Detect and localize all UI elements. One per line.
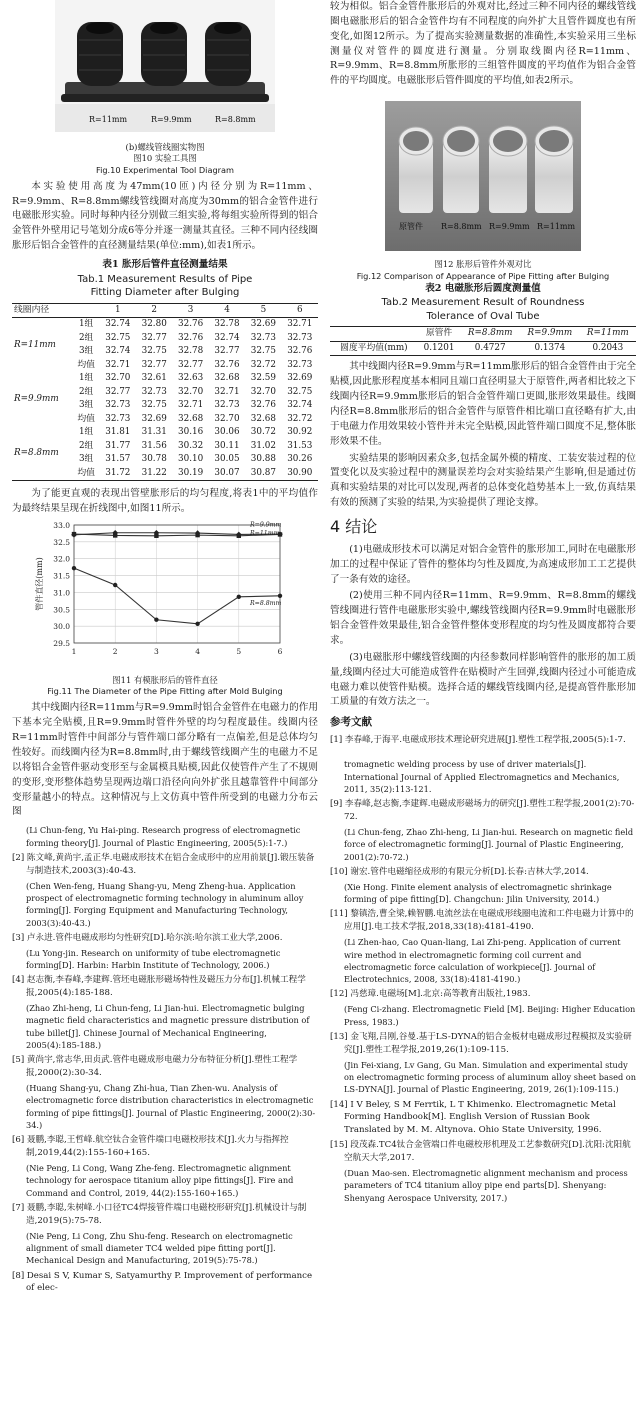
reference-en: (Jin Fei-xiang, Lv Gang, Gu Man. Simulation and experimental study on electromagnetic forming process of aluminum alloy sheet based on LS-DYNA[J]. Journal of Plastic Engineering, 2019, 26(1):109-115.): [344, 1059, 637, 1095]
table1-cell: 32.70: [250, 386, 276, 397]
chart-x-tick-label: 4: [195, 647, 200, 657]
chart-data-point: [154, 618, 158, 622]
table1-header-row: [12, 303, 318, 318]
table1-cell: 32.76: [214, 359, 240, 370]
table1-cell: 32.75: [105, 332, 131, 343]
chart-x-tick-label: 5: [236, 647, 242, 657]
reference-item: [10] 谢宏.管件电磁缩径成形的有限元分析[D].长春:吉林大学,2014.: [330, 866, 589, 877]
table1-header-cell: 1: [100, 303, 136, 318]
left-column: [12, 0, 318, 1297]
table1-cell: 32.76: [178, 319, 204, 330]
tube-label-11: R=11mm: [537, 222, 576, 232]
table2: [330, 326, 636, 356]
table1-cell: 3组: [78, 400, 94, 411]
table1-cell: 31.81: [105, 427, 131, 438]
paragraph-roundness: 较为相似。铝合金管件胀形后的外观对比,经过三种不同内径的螺线管线圈电磁胀形后的铝合金管件均有不同程度的向外扩大且管件圆度也有所变化,如图12所示。为了提高实验测量数据的准确性,本实验采用三坐标测量仪对管件的圆度进行测量。分别取线圈内径R=11mm、R=9.9mm、R=8.8mm所胀形的三组管件圆度的平均值作为铝合金管件的平均圆度。电磁胀形后管件圆度的平均值,如表2所示。: [330, 1, 636, 87]
chart-data-point: [113, 583, 117, 587]
table1-cell: 32.77: [141, 359, 167, 370]
table2-header-cell: 原管件: [418, 327, 461, 342]
reference-en: (Lu Yong-jin. Research on uniformity of tube electromagnetic forming[D]. Harbin: Harbin Institute of Technology, 2006.): [26, 947, 281, 971]
reference-item: [14] I V Beley, S M Ferrtik, L T Khimenko. Electromagnetic Metal Forming Handbook[M]. English Version of Russian Book Translated by M. M. Altynova. Ohio State University, 1996.: [330, 1099, 616, 1136]
table1-cell: 32.71: [214, 386, 240, 397]
table1-cell: 31.22: [141, 467, 167, 478]
table2-header-cell: [330, 327, 418, 342]
reference-en: (Li Zhen-hao, Cao Quan-liang, Lai Zhi-peng. Application of current wire method in electromagnetic forming coil current and electromagnetic force calculation of workpiece[J]. Journal of Electrotechnics, 2008, 33(18):4181-4190.): [344, 937, 621, 985]
table1-caption-en-1: Tab.1 Measurement Results of Pipe: [77, 273, 253, 285]
reference-item: [4] 赵志衡,李春峰,李建辉.管坯电磁胀形磁场特性及磁压力分布[J].机械工程学报,2005(4):185-188.: [12, 975, 306, 999]
reference-en: (Li Chun-feng, Yu Hai-ping. Research progress of electromagnetic forming theory[J]. Journal of Plastic Engineering, 2005(5):1-7.): [26, 825, 301, 848]
table1-cell: 32.73: [287, 332, 313, 343]
reference-item: [6] 聂鹏,李聪,王哲峰.航空钛合金管件端口电磁校形技术[J].火力与指挥控制,2019,44(2):155-160+165.: [12, 1135, 289, 1159]
table1-cell: 32.70: [214, 413, 240, 424]
coil-label-88: R=8.8mm: [215, 115, 256, 124]
chart-x-tick-label: 6: [277, 647, 283, 657]
fig11-caption-en: Fig.11 The Diameter of the Pipe Fitting after Mold Bulging: [47, 686, 283, 697]
table1-cell: 30.07: [214, 467, 240, 478]
coil-photo: [55, 0, 275, 132]
reference-en: (Li Chun-feng, Zhao Zhi-heng, Li Jian-hui. Research on magnetic field force of electromagnetic forming[J]. Journal of Plastic Engineering, 2001(2):70-72.): [344, 827, 634, 862]
chart-x-tick-label: 2: [112, 647, 118, 657]
table1: [12, 303, 318, 482]
table1-cell: 2组: [78, 386, 94, 397]
table1-cell: 31.56: [141, 440, 167, 451]
table1-cell: 32.68: [178, 413, 204, 424]
chart-series-label: R=11mm: [250, 530, 280, 538]
table1-group-label: R=8.8mm: [14, 447, 59, 458]
chart-y-tick-label: 33.0: [53, 521, 70, 531]
reference-en: (Chen Wen-feng, Huang Shang-yu, Meng Zheng-hua. Application prospect of electromagnetic forming technology in aluminum alloy forming[J]. Forging Equipment and Manufacturing Technology, 2003(3):40-43.): [26, 880, 304, 928]
table1-cell: 32.63: [178, 373, 204, 384]
table1-cell: 32.74: [214, 332, 240, 343]
tube-label-88: R=8.8mm: [441, 222, 482, 232]
table1-cell: 32.73: [105, 413, 131, 424]
table1-cell: 30.78: [141, 454, 167, 465]
reference-item: [9] 李春峰,赵志衡,李建辉.电磁成形磁场力的研究[J].塑性工程学报,2001(2):70-72.: [330, 799, 635, 823]
table1-body: [12, 318, 318, 481]
table1-cell: 32.61: [141, 373, 167, 384]
table1-cell: 30.26: [287, 454, 313, 465]
chart-y-tick-label: 29.5: [53, 639, 70, 649]
chart-plot-frame: [74, 525, 280, 643]
chart-series-line: [74, 568, 280, 624]
table2-header-row: [330, 327, 636, 342]
table1-row: [12, 372, 318, 386]
reference-en: (Xie Hong. Finite element analysis of electromagnetic shrinkage forming of pipe fitting[D]. Changchun: Jilin University, 2014.): [344, 881, 612, 905]
table1-cell: 30.16: [178, 427, 204, 438]
reference-item: [2] 陈文峰,黄尚宇,孟正华.电磁成形技术在铝合金成形中的应用前景[J].锻压装备与制造技术,2003(3):40-43.: [12, 852, 315, 876]
fig11-chart-svg: [30, 519, 300, 669]
references-left: [12, 824, 318, 1295]
table1-cell: 1组: [78, 373, 94, 384]
references-right: [330, 734, 636, 1204]
reference-en: (Nie Peng, Li Cong, Wang Zhe-feng. Electromagnetic alignment technology for aerospace titanium alloy pipe fittings[J]. Fire and Command and Control, 2019, 44(2):155-160+165.): [26, 1163, 294, 1198]
table1-cell: 32.72: [287, 413, 313, 424]
table1-cell: 32.73: [141, 386, 167, 397]
table1-cell: 30.88: [250, 454, 276, 465]
table1-cell: 32.70: [178, 386, 204, 397]
fig10-caption-en: Fig.10 Experimental Tool Diagram: [95, 164, 235, 175]
chart-y-tick-label: 32.0: [53, 554, 70, 564]
tube-label-original: 原管件: [399, 222, 423, 232]
table1-header-cell: 2: [136, 303, 172, 318]
table2-cell: 0.4727: [474, 342, 506, 353]
table1-cell: 32.68: [214, 373, 240, 384]
table1-cell: 32.77: [214, 346, 240, 357]
coil-photo-image: [55, 0, 275, 132]
table1-header-cell: 3: [172, 303, 208, 318]
table1-cell: 32.80: [141, 319, 167, 330]
table1-cell: 32.74: [287, 400, 313, 411]
reference-en: tromagnetic welding process by use of driver materials[J]. International Journal of Applied Electromagnetics and Mechanics, 2011, 35(2):113-121.: [344, 759, 620, 795]
table1-cell: 均值: [77, 359, 95, 370]
table1-cell: 32.69: [287, 373, 313, 384]
table1-cell: 32.75: [141, 400, 167, 411]
right-column: [330, 0, 636, 1207]
reference-item: [11] 黎镇浩,曹全梁,赖智鹏.电流丝法在电磁成形线圈电流和工件电磁力计算中的应用[J].电工技术学报,2018,33(18):4181-4190.: [330, 909, 634, 933]
chart-x-tick-label: 1: [71, 647, 77, 657]
reference-en: (Zhao Zhi-heng, Li Chun-feng, Li Jian-hui. Electromagnetic bulging magnetic field characteristics and magnetic pressure distribution of tube billet[J]. Chinese Journal of Mechanical Engineering, 2005(4):185-188.): [26, 1003, 310, 1050]
table1-cell: 31.02: [250, 440, 276, 451]
table1-cell: 30.87: [250, 467, 276, 478]
chart-y-tick-label: 30.0: [53, 622, 70, 632]
table1-group-label: R=11mm: [14, 339, 56, 350]
table1-cell: 30.10: [178, 454, 204, 465]
table1-cell: 30.32: [178, 440, 204, 451]
table1-row: [12, 426, 318, 440]
table1-cell: 32.73: [287, 359, 313, 370]
chart-data-point: [72, 566, 76, 570]
coil-label-99: R=9.9mm: [151, 115, 192, 124]
table1-cell: 30.05: [214, 454, 240, 465]
tubes-photo: [385, 101, 581, 251]
table1-cell: 3组: [78, 346, 94, 357]
table1-cell: 均值: [77, 413, 95, 424]
table1-cell: 30.19: [178, 467, 204, 478]
table1-cell: 32.71: [105, 359, 131, 370]
chart-y-tick-label: 31.0: [53, 588, 70, 598]
table1-cell: 32.77: [105, 386, 131, 397]
reference-item: [7] 聂鹏,李聪,朱树峰.小口径TC4焊接管件端口电磁校形研究[J].机械设计与制造,2019(5):75-78.: [12, 1202, 307, 1226]
paragraph-influence: 实验结果的影响因素众多,包括金属外模的精度、工装安装过程的位置变化以及实验过程中的测量误差均会对实验结果产生影响,但是通过仿真和实验结果的对比可以发现,两者的总体变化趋势基本上一致,仿真结果有效的预测了实验的结果,为实验提供了理论支撑。: [330, 452, 636, 509]
table1-cell: 32.71: [178, 400, 204, 411]
table1-cell: 32.78: [178, 346, 204, 357]
table1-cell: 32.70: [105, 373, 131, 384]
table2-header-cell: R=11mm: [580, 327, 636, 342]
tubes-photo-image: [385, 101, 581, 251]
table1-cell: 32.72: [250, 359, 276, 370]
chart-y-tick-label: 31.5: [53, 571, 70, 581]
fig10-caption-cn: 图10 实验工具图: [133, 153, 197, 164]
table1-cell: 30.92: [287, 427, 313, 438]
conclusion-1: (1)电磁成形技术可以满足对铝合金管件的胀形加工,同时在电磁胀形加工的过程中保证了管件的整体均匀性及圆度,为高速成形加工工艺提供了一条有效的途径。: [330, 543, 636, 585]
reference-item: [5] 黄尚宇,常志华,田贞武.管件电磁成形电磁力分布特征分析[J].塑性工程学报,2000(2):30-34.: [12, 1055, 298, 1079]
table2-cell: 圆度平均值(mm): [340, 342, 408, 353]
table1-cell: 3组: [78, 454, 94, 465]
table1-cell: 32.68: [250, 413, 276, 424]
table2-cell: 0.1374: [534, 342, 566, 353]
table1-header-cell: 5: [245, 303, 281, 318]
table2-cell: 0.1201: [423, 342, 455, 353]
reference-en: (Huang Shang-yu, Chang Zhi-hua, Tian Zhen-wu. Analysis of electromagnetic force distribution characteristics in electromagnetic forming of pipe fittings[J]. Journal of Plastic Engineering, 2000(2):30-34.): [26, 1083, 316, 1130]
table1-cell: 1组: [78, 427, 94, 438]
table1-cell: 1组: [78, 319, 94, 330]
table2-cell: 0.2043: [592, 342, 624, 353]
table1-cell: 31.57: [105, 454, 131, 465]
paragraph-roundness-analysis: 其中线圈内径R=9.9mm与R=11mm胀形后的铝合金管件由于完全贴模,因此胀形程度基本相同且端口直径明显大于原管件,两者相比较之下线圈内径R=9.9mm胀形后的铝合金管件端口更圆,胀形效果最佳。线圈内径R=8.8mm胀形后的铝合金管件与原管件相比端口直径略有扩大,由于电磁力作用效果较小管件并未完全贴模,因此管件端口圆度不足,整体胀形效果不佳。: [330, 361, 636, 447]
table1-cell: 32.69: [141, 413, 167, 424]
table1-cell: 32.76: [287, 346, 313, 357]
chart-series-label: R=8.8mm: [250, 599, 282, 607]
table1-caption-cn: 表1 胀形后管件直径测量结果: [102, 259, 228, 271]
table1-header-cell: 6: [282, 303, 318, 318]
reference-en: (Duan Mao-sen. Electromagnetic alignment mechanism and process parameters of TC4 titanium alloy pipe end parts[D]. Shenyang: Shenyang Aerospace University, 2017.): [344, 1168, 628, 1203]
table1-cell: 32.75: [287, 386, 313, 397]
table1-cell: 32.73: [105, 400, 131, 411]
table1-cell: 32.76: [250, 400, 276, 411]
table1-header-cell: 线圈内径: [12, 303, 73, 318]
table1-cell: 32.59: [250, 373, 276, 384]
chart-x-tick-label: 3: [154, 647, 159, 657]
table1-cell: 32.76: [178, 332, 204, 343]
conclusion-2: (2)使用三种不同内径R=11mm、R=9.9mm、R=8.8mm的螺线管线圈进行管件电磁胀形实验中,螺线管线圈内径R=9.9mm时电磁胀形铝合金管件效果最佳,铝合金管件整体变形程度的均匀性及圆度都符合要求。: [330, 590, 636, 646]
fig11-chart: [30, 519, 318, 675]
table1-cell: 32.75: [250, 346, 276, 357]
fig12-caption-en: Fig.12 Comparison of Appearance of Pipe Fitting after Bulging: [356, 270, 610, 281]
paragraph-experiment: 本实验使用高度为47mm(10匝)内径分别为R=11mm、R=9.9mm、R=8.8mm螺线管线圈对高度为30mm的铝合金管件进行电磁胀形实验。同时每种内径分别做三组实验,将每组实验所得到的铝合金管件外壁用记号笔划分成6等分并逐一测量其直径。三种不同内径线圈胀形后铝合金管件的直径测量结果(单位:mm),如表1所示。: [12, 180, 318, 252]
paragraph-analysis: 其中线圈内径R=11mm与R=9.9mm时铝合金管件在电磁力的作用下基本完全贴模,且R=9.9mm时管件外壁的均匀程度最佳。线圈内径R=11mm时管件中间部分与管件端口部分略有一点偏差,但是总体均匀性较好。而线圈内径为R=8.8mm时,由于螺线管线圈产生的电磁力不足以将铝合金管件驱动变形至与金属模具贴模,因此仅使管件产生了不规则的变形,变形整体趋势呈现两边端口沿径向向外扩张且越靠管件中间部分变形量越小的特点。这种情况与上文仿真中管件所受到的电磁力分布云图: [12, 702, 318, 818]
table2-header-cell: R=9.9mm: [520, 327, 580, 342]
table1-cell: 32.75: [141, 346, 167, 357]
table2-caption-en-1: Tab.2 Measurement Result of Roundness: [381, 297, 585, 309]
reference-item: [12] 冯慈璋.电磁场[M].北京:高等教育出版社,1983.: [330, 989, 531, 1000]
fig11-caption-cn: 图11 有模胀形后的管件直径: [112, 674, 218, 685]
table1-group-label: R=9.9mm: [14, 393, 59, 404]
table1-cell: 32.73: [250, 332, 276, 343]
reference-item: [3] 卢永进.管件电磁成形均匀性研究[D].哈尔滨:哈尔滨工业大学,2006.: [12, 932, 283, 943]
table1-cell: 30.90: [287, 467, 313, 478]
table1-cell: 32.74: [105, 346, 131, 357]
table1-row: [12, 318, 318, 332]
section-title-conclusion: 4 结论: [330, 517, 378, 537]
table2-row: [330, 341, 636, 356]
table1-cell: 32.73: [214, 400, 240, 411]
table1-cell: 32.74: [105, 319, 131, 330]
table1-cell: 31.77: [105, 440, 131, 451]
table1-header-cell: 4: [209, 303, 245, 318]
table1-cell: 均值: [77, 467, 95, 478]
chart-data-point: [195, 622, 199, 626]
table1-cell: 32.78: [214, 319, 240, 330]
fig10-subcaption: (b)螺线管线圈实物图: [125, 142, 205, 152]
coil-label-11: R=11mm: [89, 115, 128, 124]
table1-cell: 32.77: [178, 359, 204, 370]
reference-item: [1] 李春峰,于海平.电磁成形技术理论研究进展[J].塑性工程学报,2005(5):1-7.: [330, 734, 626, 745]
chart-y-tick-label: 32.5: [53, 537, 70, 547]
reference-item: [13] 金飞翔,吕刚,谷曼.基于LS-DYNA的铝合金板材电磁成形过程模拟及实验研究[J].塑性工程学报,2019,26(1):109-115.: [330, 1031, 632, 1055]
fig12-caption-cn: 图12 胀形后管件外观对比: [434, 259, 532, 270]
references-title: 参考文献: [330, 716, 372, 729]
chart-series-label: R=9.9mm: [250, 521, 282, 529]
table1-header-cell: [73, 303, 100, 318]
table1-caption-en-2: Fitting Diameter after Bulging: [90, 287, 240, 299]
table1-cell: 31.72: [105, 467, 131, 478]
chart-data-point: [278, 594, 282, 598]
table1-cell: 32.69: [250, 319, 276, 330]
table1-cell: 30.06: [214, 427, 240, 438]
paragraph-chart-intro: 为了能更直观的表现出管壁胀形后的均匀程度,将表1中的平均值作为最终结果呈现在折线图中,如图11所示。: [12, 488, 318, 515]
reference-en: (Nie Peng, Li Cong, Zhu Shu-feng. Research on electromagnetic alignment of small diameter TC4 welded pipe fitting port[J]. Mechanical Design and Manufacturing, 2019(5):75-78.): [26, 1230, 293, 1266]
table2-header-cell: R=8.8mm: [460, 327, 520, 342]
table1-cell: 30.11: [214, 440, 240, 451]
table1-cell: 32.71: [287, 319, 313, 330]
reference-item: [8] Desai S V, Kumar S, Satyamurthy P. Improvement of performance of elec-: [12, 1270, 313, 1294]
reference-en: (Feng Ci-zhang. Electromagnetic Field [M]. Beijing: Higher Education Press, 1983.): [344, 1004, 636, 1027]
chart-y-tick-label: 30.5: [53, 605, 70, 615]
table1-cell: 32.77: [141, 332, 167, 343]
table2-caption-cn: 表2 电磁胀形后圆度测量值: [425, 282, 541, 294]
table1-cell: 2组: [78, 332, 94, 343]
conclusion-3: (3)电磁胀形中螺线管线圈的内径参数同样影响管件的胀形的加工质量,线圈内径过大可能造成管件在贴模时产生回弹,线圈内径过小可能造成电磁力难以使管件贴模。选择合适的螺线管线圈内径,是提高管件胀形加工质量的有效方法之一。: [330, 651, 636, 708]
chart-data-point: [237, 595, 241, 599]
table1-cell: 2组: [78, 440, 94, 451]
table1-cell: 31.31: [141, 427, 167, 438]
table2-caption-en-2: Tolerance of Oval Tube: [426, 310, 540, 322]
chart-y-axis-label: 管件直径(mm): [35, 557, 44, 611]
table1-cell: 31.53: [287, 440, 313, 451]
reference-item: [15] 段茂森.TC4钛合金管端口件电磁校形机理及工艺参数研究[D].沈阳:沈阳航空航天大学,2017.: [330, 1140, 631, 1164]
tube-label-99: R=9.9mm: [489, 222, 530, 232]
table1-cell: 30.72: [250, 427, 276, 438]
